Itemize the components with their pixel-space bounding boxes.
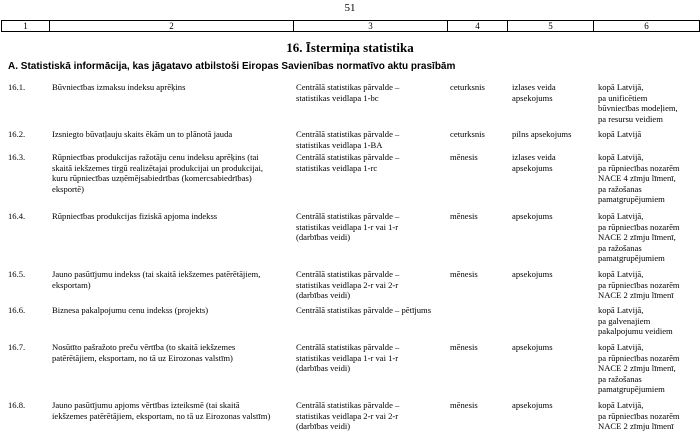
indicator-name (52, 152, 288, 194)
data-source-line: (darbības veidi) (296, 363, 351, 374)
periodicity (450, 129, 508, 140)
breakdown-line: pa rūpniecības nozarēm (598, 279, 680, 290)
breakdown-line: pa rūpniecības nozarēm (598, 410, 680, 421)
row-number-line: 16.5. (8, 269, 26, 279)
collection-method-line: izlases veida (512, 82, 556, 92)
breakdown-line: pakalpojumu veidiem (598, 326, 673, 337)
row-number-line: 16.3. (8, 152, 26, 162)
breakdown-line: pamatgrupējumiem (598, 253, 665, 264)
breakdown-line: NACE 2 zīmju līmenī (598, 421, 674, 432)
data-source-line: Centrālā statistikas pārvalde – (296, 269, 400, 279)
breakdown-line: kopā Latvijā, (598, 211, 644, 221)
indicator-name-line: iekšzemes patērētājiem, eksportam, no tā uz Eirozonas valstīm) (52, 410, 271, 421)
data-source (296, 269, 450, 301)
subsection-title: A. Statistiskā informācija, kas jāgatavo atbilstoši Eiropas Savienības normatīvo aktu prasībām (8, 61, 456, 72)
periodicity (450, 152, 508, 163)
data-source (296, 152, 450, 173)
collection-method-line: apsekojums (512, 162, 553, 173)
data-source-line: Centrālā statistikas pārvalde – (296, 129, 400, 139)
collection-method-line: izlases veida (512, 152, 556, 162)
indicator-name-line: eksportam) (52, 279, 91, 290)
breakdown-line: kopā Latvijā, (598, 305, 644, 315)
indicator-name-line: skaitā iekšzemes tirgū realizētajai produkcijai un produkcijai, (52, 162, 264, 173)
collection-method-line: apsekojums (512, 400, 553, 410)
breakdown-line: pa unificētiem (598, 92, 648, 103)
collection-method-line: apsekojums (512, 269, 553, 279)
indicator-name-line: Būvniecības izmaksu indeksu aprēķins (52, 82, 186, 92)
row-number (8, 400, 48, 411)
indicator-name-line: Nosūtīto pašražoto preču vērtība (to skaitā iekšzemes (52, 342, 236, 352)
data-source (296, 129, 450, 150)
periodicity (450, 82, 508, 93)
periodicity-line: mēnesis (450, 400, 478, 410)
data-source-line: statistikas veidlapa 2-r vai 2-r (296, 279, 399, 290)
data-source-line: statistikas veidlapa 1-r vai 1-r (296, 221, 399, 232)
breakdown-line: kopā Latvijā, (598, 152, 644, 162)
breakdown-line: pamatgrupējumiem (598, 384, 665, 395)
indicator-name-line: Jauno pasūtījumu indekss (tai skaitā iekšzemes patērētājiem, (52, 269, 261, 279)
indicator-name-line: Rūpniecības produkcijas fiziskā apjoma indekss (52, 211, 218, 221)
column-number: 5 (508, 21, 594, 32)
breakdown-line: pa ražošanas (598, 183, 642, 194)
indicator-name (52, 400, 288, 421)
breakdown (598, 129, 698, 140)
row-number (8, 269, 48, 280)
indicator-name-line: patērētājiem, eksportam, no tā uz Eirozonas valstīm) (52, 352, 233, 363)
data-source-line: statistikas veidlapa 1-rc (296, 162, 378, 173)
data-source (296, 305, 450, 316)
data-source-line: Centrālā statistikas pārvalde – (296, 342, 400, 352)
row-number (8, 305, 48, 316)
breakdown-line: pa galvenajiem (598, 315, 651, 326)
row-number-line: 16.1. (8, 82, 26, 92)
row-number (8, 342, 48, 353)
periodicity (450, 211, 508, 222)
collection-method (512, 152, 592, 173)
breakdown-line: kopā Latvijā, (598, 342, 644, 352)
breakdown-line: NACE 2 zīmju līmenī, (598, 363, 676, 374)
breakdown-line: pa rūpniecības nozarēm (598, 221, 680, 232)
column-number: 6 (594, 21, 700, 32)
breakdown-line: kopā Latvijā, (598, 82, 644, 92)
collection-method-line: pilns apsekojums (512, 129, 572, 139)
breakdown-line: NACE 2 zīmju līmenī, (598, 232, 676, 243)
row-number-line: 16.2. (8, 129, 26, 139)
periodicity (450, 342, 508, 353)
row-number-line: 16.6. (8, 305, 26, 315)
indicator-name (52, 129, 288, 140)
page-number: 51 (344, 2, 356, 14)
collection-method (512, 82, 592, 103)
collection-method (512, 400, 592, 411)
periodicity-line: mēnesis (450, 269, 478, 279)
periodicity (450, 269, 508, 280)
data-source-line: (darbības veidi) (296, 232, 351, 243)
collection-method (512, 342, 592, 353)
breakdown (598, 152, 698, 205)
data-source-line: Centrālā statistikas pārvalde – (296, 82, 400, 92)
row-number (8, 211, 48, 222)
indicator-name-line: eksportē) (52, 183, 84, 194)
breakdown-line: pamatgrupējumiem (598, 194, 665, 205)
indicator-name-line: Biznesa pakalpojumu cenu indekss (projekts) (52, 305, 209, 315)
data-source (296, 82, 450, 103)
data-source-line: statistikas veidlapa 2-r vai 2-r (296, 410, 399, 421)
row-number-line: 16.7. (8, 342, 26, 352)
breakdown-line: NACE 2 zīmju līmenī (598, 290, 674, 301)
breakdown (598, 82, 698, 124)
indicator-name-line: kuru rūpniecības uzņēmējsabiedrības (komercsabiedrības) (52, 173, 252, 184)
indicator-name (52, 342, 288, 363)
breakdown (598, 342, 698, 395)
collection-method (512, 129, 592, 140)
row-number (8, 129, 48, 140)
column-number: 4 (448, 21, 508, 32)
section-title: 16. Īstermiņa statistika (286, 40, 414, 55)
periodicity-line: ceturksnis (450, 82, 485, 92)
data-source (296, 400, 450, 432)
indicator-name-line: Jauno pasūtījumu apjoms vērtības izteiksmē (tai skaitā (52, 400, 240, 410)
breakdown (598, 305, 698, 337)
periodicity (450, 400, 508, 411)
breakdown (598, 400, 698, 432)
breakdown (598, 269, 698, 301)
collection-method (512, 269, 592, 280)
data-source-line: (darbības veidi) (296, 290, 351, 301)
breakdown-line: pa ražošanas (598, 242, 642, 253)
periodicity-line: mēnesis (450, 211, 478, 221)
indicator-name-line: Izsniegto būvatļauju skaits ēkām un to plānotā jauda (52, 129, 233, 139)
column-number: 2 (50, 21, 294, 32)
data-source-line: statistikas veidlapa 1-BA (296, 139, 383, 150)
data-source-line: Centrālā statistikas pārvalde – (296, 152, 400, 162)
periodicity-line: mēnesis (450, 342, 478, 352)
collection-method-line: apsekojums (512, 211, 553, 221)
row-number-line: 16.8. (8, 400, 26, 410)
indicator-name (52, 269, 288, 290)
row-number-line: 16.4. (8, 211, 26, 221)
column-number: 3 (294, 21, 448, 32)
breakdown-line: kopā Latvijā (598, 129, 642, 139)
data-source-line: statistikas veidlapa 1-bc (296, 92, 379, 103)
column-number: 1 (2, 21, 50, 32)
collection-method (512, 211, 592, 222)
indicator-name (52, 82, 288, 93)
data-source-line: (darbības veidi) (296, 421, 351, 432)
indicator-name-line: Rūpniecības produkcijas ražotāju cenu indeksu aprēķins (tai (52, 152, 259, 162)
column-number-header (1, 20, 700, 32)
data-source-line: Centrālā statistikas pārvalde – (296, 211, 400, 221)
breakdown-line: pa rūpniecības nozarēm (598, 162, 680, 173)
breakdown-line: NACE 4 zīmju līmenī, (598, 173, 676, 184)
collection-method-line: apsekojums (512, 342, 553, 352)
row-number (8, 82, 48, 93)
periodicity-line: ceturksnis (450, 129, 485, 139)
breakdown-line: pa ražošanas (598, 373, 642, 384)
data-source-line: Centrālā statistikas pārvalde – pētījums (296, 305, 432, 315)
indicator-name (52, 305, 288, 316)
breakdown-line: būvniecības modeļiem, (598, 103, 678, 114)
data-source (296, 211, 450, 243)
breakdown-line: pa rūpniecības nozarēm (598, 352, 680, 363)
breakdown-line: kopā Latvijā, (598, 400, 644, 410)
collection-method-line: apsekojums (512, 92, 553, 103)
data-source-line: Centrālā statistikas pārvalde – (296, 400, 400, 410)
data-source (296, 342, 450, 374)
breakdown (598, 211, 698, 264)
breakdown-line: pa resursu veidiem (598, 113, 663, 124)
data-source-line: statistikas veidlapa 1-r vai 1-r (296, 352, 399, 363)
breakdown-line: kopā Latvijā, (598, 269, 644, 279)
periodicity-line: mēnesis (450, 152, 478, 162)
row-number (8, 152, 48, 163)
indicator-name (52, 211, 288, 222)
